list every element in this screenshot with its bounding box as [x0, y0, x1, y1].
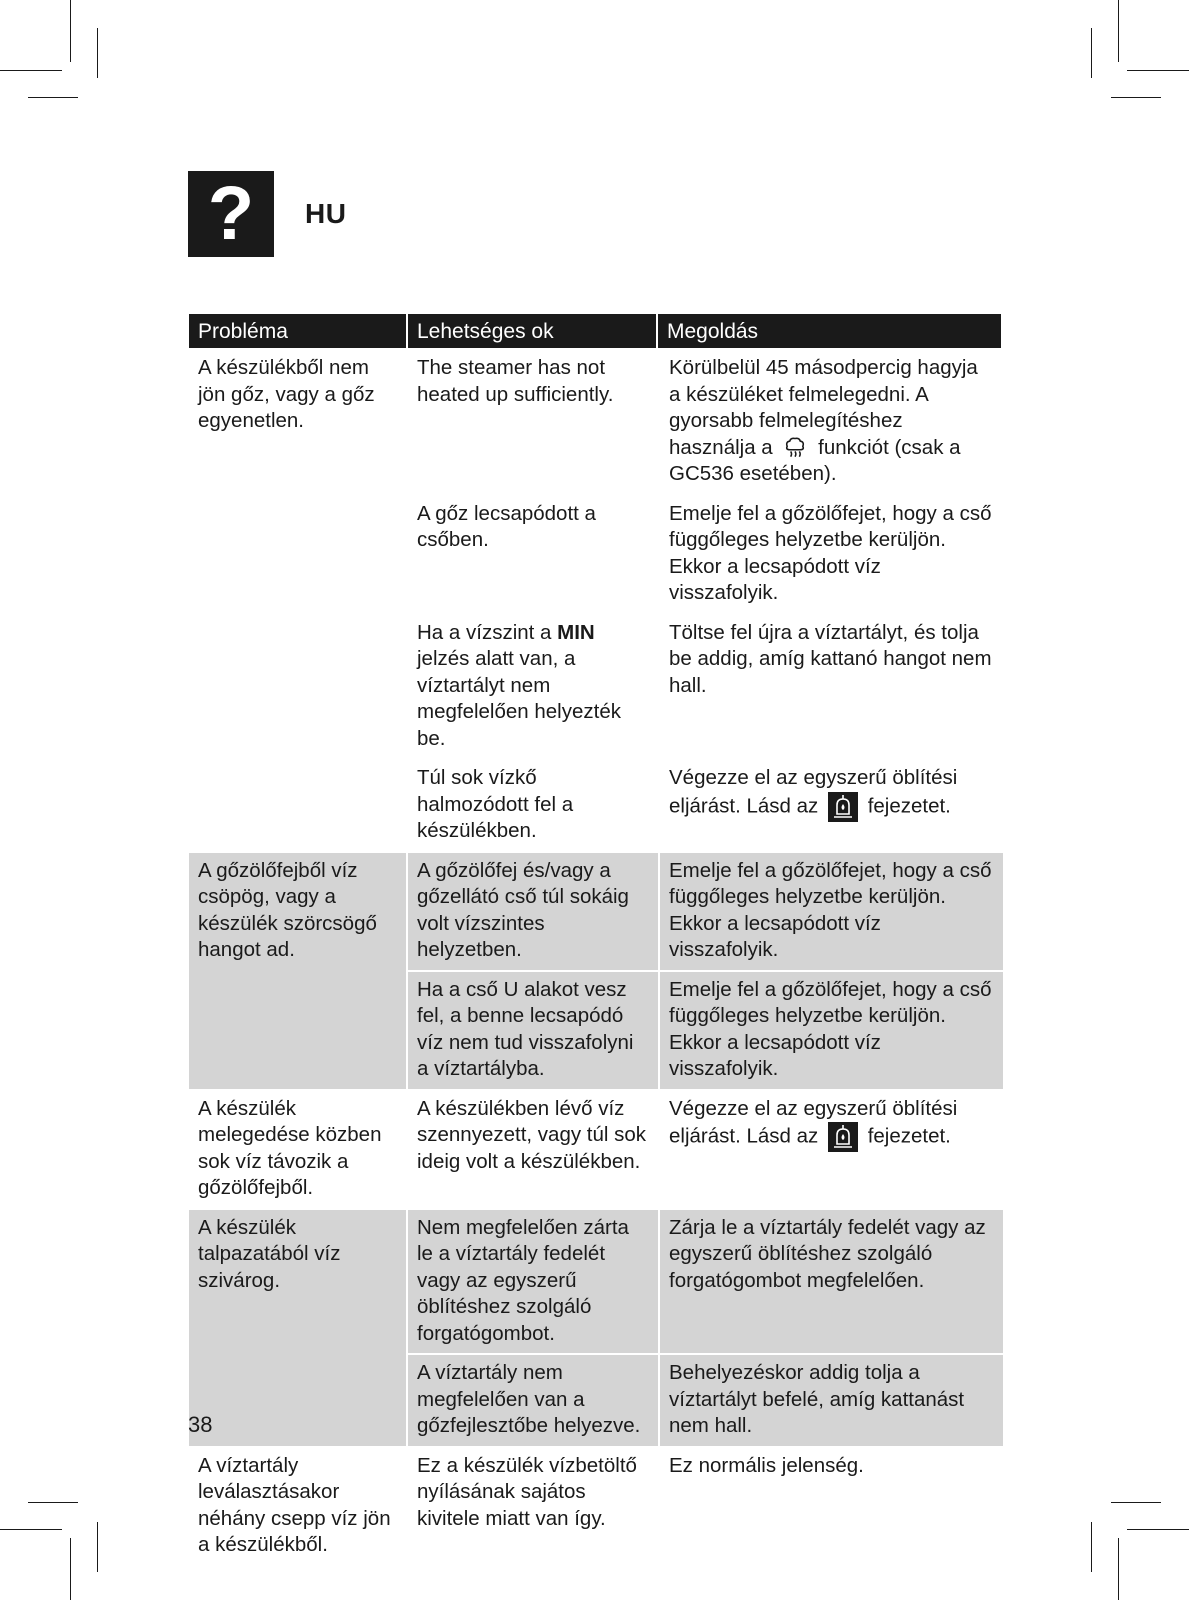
solution-cell [658, 1091, 1003, 1208]
crop-mark [0, 1529, 62, 1530]
crop-mark [1091, 28, 1092, 78]
column-header-problem: Probléma [189, 314, 406, 348]
crop-mark [1127, 1529, 1189, 1530]
solution-cell [658, 760, 1003, 851]
table-row [408, 494, 1003, 613]
table-row-group [189, 1446, 1001, 1565]
column-header-cause: Lehetséges ok [406, 314, 656, 348]
table-row [408, 613, 1003, 759]
solution-cell: Emelje fel a gőzölőfejet, hogy a cső függőleges helyzetbe kerüljön. Ekkor a lecsapódott víz visszafolyik. [658, 853, 1003, 970]
problem-cell: A készülék talpazatából víz szivárog. [189, 1210, 406, 1446]
table-row-group [189, 348, 1001, 851]
crop-mark [1118, 1538, 1119, 1600]
solution-cell [658, 350, 1003, 494]
table-row [408, 1091, 1003, 1208]
table-header-row [189, 314, 1001, 348]
solution-text: Végezze el az egyszerű öblítési eljárást. Lásd az [669, 766, 958, 817]
easy-rinse-icon [828, 792, 858, 822]
solution-text: Végezze el az egyszerű öblítési eljárást. Lásd az [669, 1096, 958, 1148]
question-mark-glyph: ? [207, 171, 255, 256]
solution-text: Körülbelül 45 másodpercig hagyja a készüléket felmelegedni. A gyorsabb felmelegítéshez használja a [669, 356, 978, 459]
question-mark-icon [188, 171, 274, 257]
crop-mark [70, 0, 71, 62]
solution-cell: Emelje fel a gőzölőfejet, hogy a cső függőleges helyzetbe kerüljön. Ekkor a lecsapódott víz visszafolyik. [658, 972, 1003, 1089]
solution-text: fejezetet. [867, 794, 951, 817]
crop-mark [28, 97, 78, 98]
crop-mark [0, 70, 62, 71]
table-row [408, 350, 1003, 494]
crop-mark [1111, 97, 1161, 98]
table-row [408, 1353, 1003, 1446]
solution-text: funkciót (csak a GC536 esetében). [669, 435, 961, 486]
table-row [408, 1448, 1003, 1565]
crop-mark [1127, 70, 1189, 71]
crop-mark [1091, 1522, 1092, 1572]
easy-rinse-icon [828, 1122, 858, 1152]
language-code: HU [305, 198, 347, 229]
cause-cell: Túl sok vízkő halmozódott fel a készülékben. [417, 766, 574, 843]
crop-mark [97, 28, 98, 78]
solution-cell: Zárja le a víztartály fedelét vagy az egyszerű öblítéshez szolgáló forgatógombot megfelelően. [658, 1210, 1003, 1354]
crop-mark [70, 1538, 71, 1600]
solution-cell: Behelyezéskor addig tolja a víztartályt befelé, amíg kattanást nem hall. [658, 1355, 1003, 1446]
crop-mark [1111, 1502, 1161, 1503]
solution-text: fejezetet. [867, 1124, 951, 1148]
crop-mark [1118, 0, 1119, 62]
crop-mark [97, 1522, 98, 1572]
problem-cell: A víztartály leválasztásakor néhány csepp víz jön a készülékből. [198, 1453, 391, 1557]
table-row [408, 970, 1003, 1089]
table-row [408, 1210, 1003, 1354]
solution-cell: Ez normális jelenség. [658, 1448, 1003, 1565]
cause-cell [408, 615, 658, 759]
cause-text: jelzés alatt van, a víztartályt nem megfelelően helyezték be. [417, 647, 621, 750]
problem-cell: A gőzölőfejből víz csöpög, vagy a készülék szörcsögő hangot ad. [189, 853, 406, 1089]
table-row-group [189, 851, 1001, 1089]
cause-cell: A készülékben lévő víz szennyezett, vagy túl sok ideig volt a készülékben. [417, 1096, 647, 1173]
page-number: 38 [188, 1412, 213, 1437]
table-row [408, 853, 1003, 970]
cause-cell: A víztartály nem megfelelően van a gőzfejlesztőbe helyezve. [408, 1355, 658, 1446]
cause-cell: Ez a készülék vízbetöltő nyílásának sajátos kivitele miatt van így. [417, 1453, 637, 1530]
solution-cell: Emelje fel a gőzölőfejet, hogy a cső függőleges helyzetbe kerüljön. Ekkor a lecsapódott víz visszafolyik. [658, 496, 1003, 613]
problem-cell: A készülékből nem jön gőz, vagy a gőz egyenetlen. [198, 356, 375, 432]
troubleshooting-table [189, 314, 1001, 1565]
cause-cell: A gőzölőfej és/vagy a gőzellátó cső túl sokáig volt vízszintes helyzetben. [408, 853, 658, 970]
steam-boost-icon [782, 435, 808, 461]
cause-cell: Ha a cső U alakot vesz fel, a benne lecsapódó víz nem tud visszafolyni a víztartályba. [408, 972, 658, 1089]
crop-mark [28, 1502, 78, 1503]
cause-cell: The steamer has not heated up sufficiently. [417, 356, 614, 406]
table-row-group [189, 1208, 1001, 1446]
problem-cell: A készülék melegedése közben sok víz távozik a gőzölőfejből. [198, 1096, 382, 1200]
table-row-group [189, 1089, 1001, 1208]
solution-cell: Töltse fel újra a víztartályt, és tolja be addig, amíg kattanó hangot nem hall. [658, 615, 1003, 759]
cause-cell: Nem megfelelően zárta le a víztartály fedelét vagy az egyszerű öblítéshez szolgáló forgatógombot. [408, 1210, 658, 1354]
min-label: MIN [557, 620, 595, 644]
cause-text: Ha a vízszint a [417, 620, 558, 644]
cause-cell: A gőz lecsapódott a csőben. [417, 501, 596, 552]
table-row [408, 758, 1003, 851]
column-header-solution: Megoldás [656, 314, 1001, 348]
